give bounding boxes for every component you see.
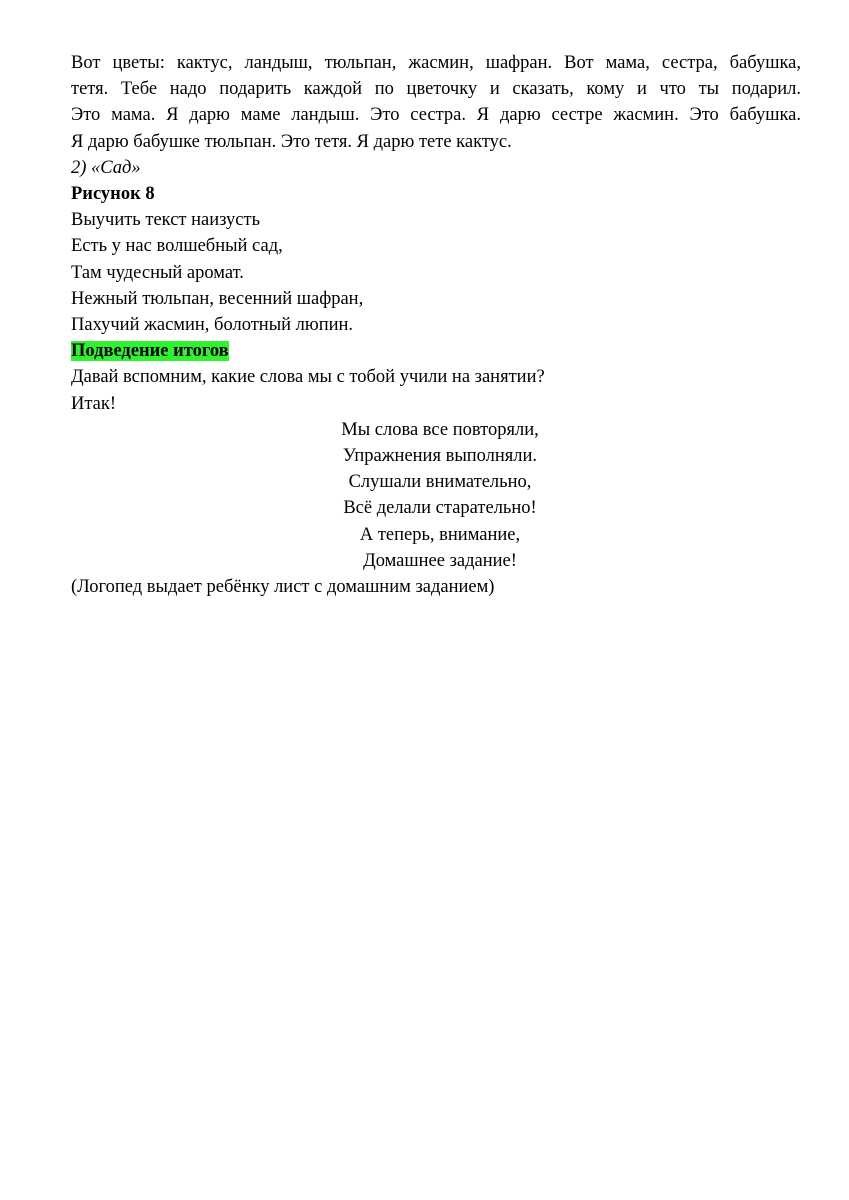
instruction-text: Выучить текст наизусть: [71, 210, 261, 231]
intro-line-1: Вот цветы: кактус, ландыш, тюльпан, жасмин, шафран. Вот мама, сестра, бабушка,: [71, 53, 801, 73]
summary-heading: Подведение итогов: [71, 341, 229, 362]
poem-line-1: Мы слова все повторяли,: [341, 419, 539, 440]
summary-heading-row: [71, 338, 801, 364]
section-garden-title: 2) «Сад»: [71, 157, 141, 178]
intro-line-2: тетя. Тебе надо подарить каждой по цветочку и сказать, кому и что ты подарил.: [71, 79, 801, 100]
poem-line-4: Всё делали старательно!: [343, 498, 537, 519]
summary-exclamation: Итак!: [71, 393, 117, 414]
verse-line-1: Есть у нас волшебный сад,: [71, 236, 283, 257]
intro-line-3: Это мама. Я дарю маме ландыш. Это сестра. Я дарю сестре жасмин. Это бабушка.: [71, 105, 801, 126]
poem-line-5: А теперь, внимание,: [359, 524, 521, 545]
poem-line-2: Упражнения выполняли.: [342, 446, 538, 467]
figure-label: Рисунок 8: [71, 184, 155, 205]
verse-line-4: Пахучий жасмин, болотный люпин.: [71, 315, 354, 336]
poem-line-3: Слушали внимательно,: [348, 472, 532, 493]
verse-line-3: Нежный тюльпан, весенний шафран,: [71, 288, 364, 309]
poem-line-6: Домашнее задание!: [363, 550, 517, 571]
intro-line-4: Я дарю бабушке тюльпан. Это тетя. Я дарю тете кактус.: [71, 131, 512, 152]
summary-question: Давай вспомним, какие слова мы с тобой учили на занятии?: [71, 367, 545, 388]
summary-note: (Логопед выдает ребёнку лист с домашним заданием): [71, 577, 495, 598]
verse-line-2: Там чудесный аромат.: [71, 262, 244, 283]
closing-poem: [71, 417, 809, 574]
document-page: [71, 50, 801, 600]
